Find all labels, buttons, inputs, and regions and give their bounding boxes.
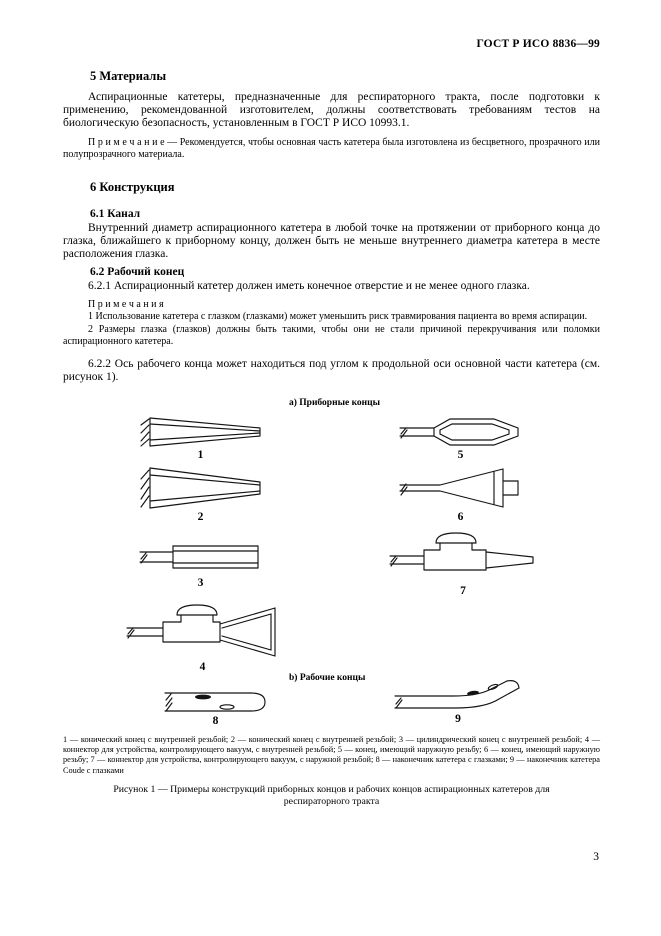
hex-end-drawing xyxy=(398,416,523,448)
figure-item-number: 4 xyxy=(199,660,206,673)
catheter-eye xyxy=(195,694,211,699)
section-5-title: 5 Материалы xyxy=(90,69,167,83)
figure-label-a: а) Приборные концы xyxy=(289,397,381,408)
figure-drawing-7-vacuum-connector xyxy=(388,532,538,597)
figure-item-number: 7 xyxy=(460,584,466,597)
section-5-paragraph: Аспирационные катетеры, предназначенные для респираторного тракта, после подготовки к применению, рекомендованной изготовителем, должны соответствовать требованиям тестов на биологическую безопасность, установленным в ГОСТ Р ИСО 10993.1. xyxy=(63,91,600,130)
figure-drawing-9-coude-tip xyxy=(393,676,523,725)
catheter-eye xyxy=(488,683,499,690)
catheter-eye xyxy=(220,704,234,708)
figure-item-number: 6 xyxy=(457,510,464,523)
note-item-1: 1 Использование катетера с глазком (глазками) может уменьшить риск травмирования пациента во время аспирации. xyxy=(88,311,588,323)
vacuum-connector-drawing xyxy=(388,532,538,584)
figure-1 xyxy=(63,392,600,730)
section-6-1-title: 6.1 Канал xyxy=(90,207,141,220)
taper-end-drawing xyxy=(398,466,523,510)
figure-drawing-8-catheter-tip xyxy=(163,690,268,727)
page-content xyxy=(63,38,600,809)
figure-caption: Рисунок 1 — Примеры конструкций приборных концов и рабочих концов аспирационных катетеров для респираторного тракта xyxy=(113,784,550,808)
section-6-2-title: 6.2 Рабочий конец xyxy=(90,266,185,279)
section-6-2-1-paragraph: 6.2.1 Аспирационный катетер должен иметь конечное отверстие и не менее одного глазка. xyxy=(88,280,530,293)
figure-item-number: 2 xyxy=(197,510,204,523)
section-5-note: П р и м е ч а н и е — Рекомендуется, чтобы основная часть катетера была изготовлена из бесцветного, прозрачного или полупрозрачного материала. xyxy=(63,136,600,160)
figure-drawing-3-cylindrical-end xyxy=(138,538,263,589)
section-6-title: 6 Конструкция xyxy=(90,179,175,194)
figure-drawing-4-vacuum-connector-funnel xyxy=(125,602,280,673)
figure-item-number: 5 xyxy=(457,448,464,461)
figure-label-b: b) Рабочие концы xyxy=(289,672,366,683)
section-6-1-paragraph: Внутренний диаметр аспирационного катетера в любой точке на протяжении от приборного конца до глазка, ближайшего к приборному концу, должен быть не меньше внутреннего диаметра катетера в месте расположения глазка. xyxy=(63,221,600,261)
vacuum-connector-funnel-drawing xyxy=(125,602,280,660)
figure-drawing-1-conical-end xyxy=(138,416,263,461)
catheter-tip-drawing xyxy=(163,690,268,714)
figure-legend: 1 — конический конец с внутренней резьбой; 2 — конический конец с внутренней резьбой; 3 — цилиндрический конец с внутренней резьбой; 4 — коннектор для устройства, контролирующего вакуум, с внутренней резьбой; 5 — конец, имеющий наружную резьбу; 6 — конец, имеющий наружную резьбу; 7 — коннектор для устройства, контролирующего вакуум, с наружной резьбой; 8 — наконечник катетера с глазками; 9 — наконечник катетера Coude с глазками xyxy=(63,734,600,775)
page-number: 3 xyxy=(593,851,599,863)
figure-drawing-2-conical-end xyxy=(138,466,263,523)
figure-drawing-6-external-thread-end xyxy=(398,466,523,523)
cylindrical-end-drawing xyxy=(138,538,263,576)
doc-code: ГОСТ Р ИСО 8836—99 xyxy=(476,38,600,50)
notes-title: П р и м е ч а н и я xyxy=(88,299,164,311)
figure-item-number: 9 xyxy=(455,712,461,725)
section-6-2-2-paragraph: 6.2.2 Ось рабочего конца может находиться под углом к продольной оси основной части катетера (см. рисунок 1). xyxy=(63,358,600,384)
note-item-2: 2 Размеры глазка (глазков) должны быть такими, чтобы они не стали причиной перекручивания или поломки аспирационного катетера. xyxy=(63,324,600,347)
figure-drawing-5-external-thread-end xyxy=(398,416,523,461)
conical-end-drawing xyxy=(138,466,263,510)
conical-end-drawing xyxy=(138,416,263,448)
coude-tip-drawing xyxy=(393,676,523,712)
figure-item-number: 8 xyxy=(212,714,219,727)
figure-item-number: 1 xyxy=(197,448,204,461)
figure-item-number: 3 xyxy=(197,576,204,589)
